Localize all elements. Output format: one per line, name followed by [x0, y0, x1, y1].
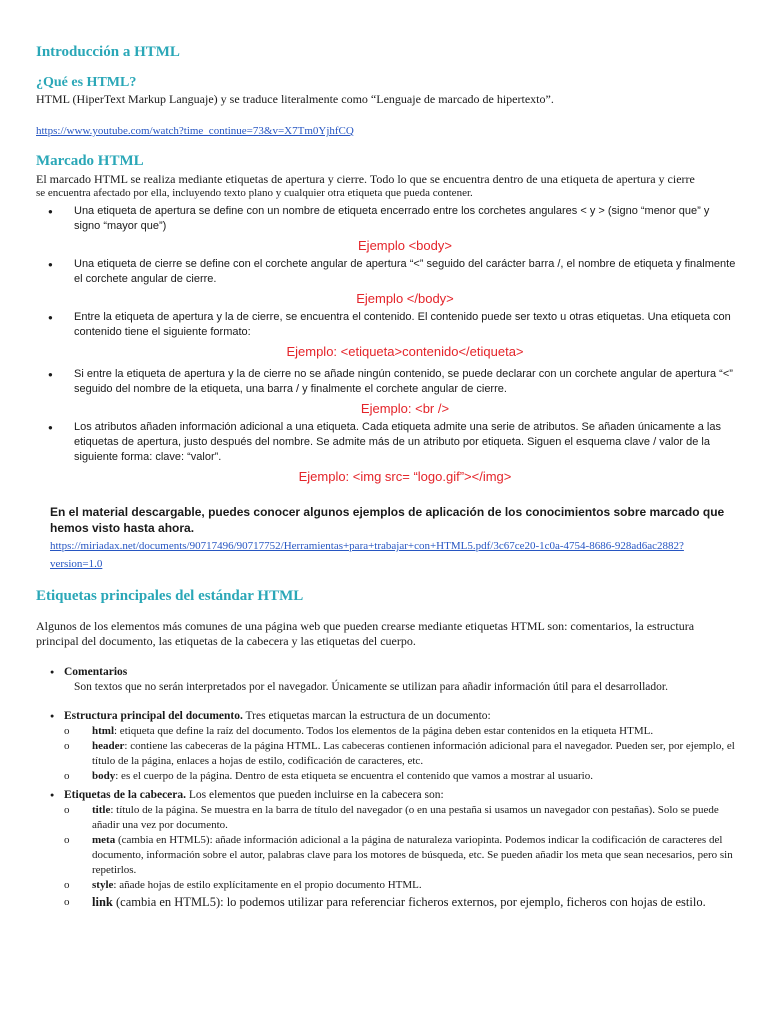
marcado-bullet-list [36, 204, 736, 484]
example-code: Ejemplo <body> [358, 238, 452, 253]
marcado-bullet [36, 257, 736, 306]
example-code: Ejemplo: <etiqueta>contenido</etiqueta> [286, 344, 524, 359]
cabecera-label: Etiquetas de la cabecera. [64, 789, 187, 801]
example-code: Ejemplo: <br /> [360, 401, 450, 416]
tag-name: meta [92, 834, 116, 846]
cabecera-desc: Los elementos que pueden incluirse en la cabecera son: [186, 789, 444, 801]
youtube-link[interactable]: https://www.youtube.com/watch?time_continue=73&v=X7Tm0YjhfCQ [36, 125, 354, 137]
sub-item [64, 724, 736, 739]
tag-desc: (cambia en HTML5): lo podemos utilizar para referenciar ficheros externos, por ejemplo, ficheros con hojas de estilo. [112, 895, 706, 909]
marcado-bullet [36, 204, 736, 253]
tag-desc: : es el cuerpo de la página. Dentro de esta etiqueta se encuentra el contenido que vamos a mostrar al usuario. [115, 770, 593, 782]
sub-item [64, 739, 736, 769]
tag-name: link [92, 895, 113, 909]
etiquetas-list [36, 665, 736, 911]
sub-item [64, 833, 736, 878]
tag-desc: (cambia en HTML5): añade información adicional a la página de naturaleza variopinta. Podemos indicar la codificación de caracteres del documento, información sobre el autor, palabras clave para los motores de búsqueda, etc. Se pueden añadir los meta que sean necesarios, pero sin repetirlos. [92, 834, 733, 876]
sub-item [64, 803, 736, 833]
estructura-label: Estructura principal del documento. [64, 710, 243, 722]
tag-name: body [92, 770, 116, 782]
marcado-paragraph-2: se encuentra afectado por ella, incluyendo texto plano y cualquier otra etiqueta que pueda contener. [36, 187, 473, 199]
comentarios-desc: Son textos que no serán interpretados por el navegador. Únicamente se utilizan para añadir información útil para el desarrollador. [74, 681, 668, 693]
tag-name: title [92, 804, 111, 816]
bullet-text: Una etiqueta de cierre se define con el corchete angular de apertura “<” seguido del carácter barra /, el nombre de etiqueta y finalmente el corchete angular de cierre. [74, 258, 736, 285]
tag-name: style [92, 879, 114, 891]
marcado-bullet [36, 310, 736, 359]
cabecera-sublist [64, 803, 736, 911]
marcado-paragraph-1: El marcado HTML se realiza mediante etiquetas de apertura y cierre. Todo lo que se encuentra dentro de una etiqueta de apertura y cierre [36, 172, 695, 186]
que-es-html-text: HTML (HiperText Markup Languaje) y se traduce literalmente como “Lenguaje de marcado de hipertexto”. [36, 92, 554, 106]
tag-desc: : título de la página. Se muestra en la barra de título del navegador (o en una pestaña si usamos un navegador con pestañas). Solo se puede añadir una vez por documento. [92, 804, 719, 831]
cabecera-item [36, 788, 736, 911]
bullet-text: Entre la etiqueta de apertura y la de cierre, se encuentra el contenido. El contenido puede ser texto u otras etiquetas. Una etiqueta con contenido tiene el siguiente formato: [74, 311, 731, 338]
heading-que-es-html: ¿Qué es HTML? [36, 75, 137, 90]
comentarios-item [36, 665, 736, 695]
tag-name: header [92, 740, 125, 752]
material-link-block [36, 536, 736, 572]
sub-item [64, 878, 736, 893]
bullet-text: Una etiqueta de apertura se define con un nombre de etiqueta encerrado entre los corchetes angulares < y > (signo “menor que” y signo “mayor que”) [74, 205, 710, 232]
bullet-text: Si entre la etiqueta de apertura y la de cierre no se añade ningún contenido, se puede declarar con un corchete angular de apertura “<” seguido del nombre de la etiqueta, una barra / y finalmente el corchete angular de cierre. [74, 368, 733, 395]
comentarios-label: Comentarios [64, 666, 128, 678]
material-note: En el material descargable, puedes conocer algunos ejemplos de aplicación de los conocimientos sobre marcado que hemos visto hasta ahora. [50, 505, 725, 535]
marcado-bullet [36, 367, 736, 416]
estructura-desc: Tres etiquetas marcan la estructura de un documento: [242, 710, 491, 722]
material-pdf-link[interactable]: https://miriadax.net/documents/90717496/90717752/Herramientas+para+trabajar+con+HTML5.pdf/3c67ce20-1c0a-4754-8686-928ad6ac2882?version=1.0 [50, 540, 684, 570]
video-link-block [36, 121, 736, 139]
document-page [36, 44, 736, 911]
tag-desc: : contiene las cabeceras de la página HTML. Las cabeceras contienen información adicional para el navegador. Pueden ser, por ejemplo, el título de la página, enlaces a hojas de estilo, codificación de caracteres, etc. [92, 740, 735, 767]
heading-marcado-html: Marcado HTML [36, 153, 144, 169]
estructura-item [36, 709, 736, 784]
sub-item [64, 769, 736, 784]
tag-name: html [92, 725, 114, 737]
heading-introduccion: Introducción a HTML [36, 44, 180, 60]
bullet-text: Los atributos añaden información adicional a una etiqueta. Cada etiqueta admite una serie de atributos. Se añaden únicamente a las etiquetas de apertura, justo después del nombre. Se admite más de un atributo por etiqueta. Siguen el esquema clave / valor de la siguiente forma: clave: “valor”. [74, 421, 721, 463]
tag-desc: : etiqueta que define la raíz del documento. Todos los elementos de la página deben estar contenidos en la etiqueta HTML. [114, 725, 654, 737]
heading-etiquetas-principales: Etiquetas principales del estándar HTML [36, 588, 304, 604]
example-code: Ejemplo: <img src= “logo.gif”></img> [298, 469, 512, 484]
etiquetas-intro: Algunos de los elementos más comunes de una página web que pueden crearse mediante etiquetas HTML son: comentarios, la estructura principal del documento, las etiquetas de la cabecera y las etiquetas del cuerpo. [36, 619, 695, 648]
sub-item [64, 893, 736, 911]
estructura-sublist [64, 724, 736, 784]
tag-desc: : añade hojas de estilo explícitamente en el propio documento HTML. [113, 879, 422, 891]
marcado-bullet [36, 420, 736, 484]
example-code: Ejemplo </body> [356, 291, 454, 306]
